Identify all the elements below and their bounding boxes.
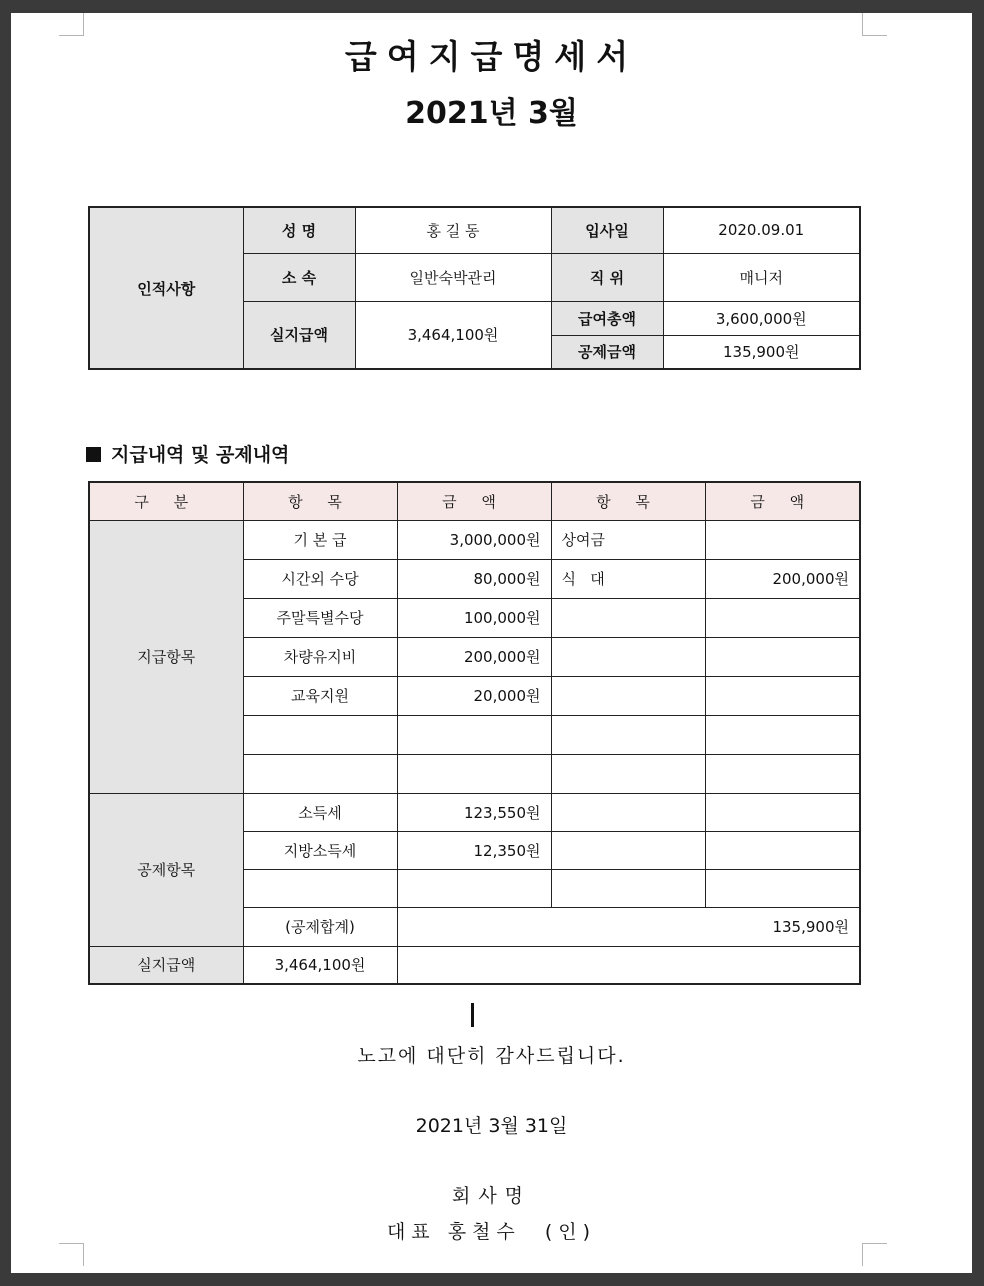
item-name	[551, 598, 705, 637]
item-amount	[705, 598, 860, 637]
item-amount: 200,000원	[705, 559, 860, 598]
item-amount	[705, 831, 860, 869]
header-item: 항 목	[243, 482, 397, 520]
section-title-text: 지급내역 및 공제내역	[111, 444, 290, 466]
payment-category-label: 지급항목	[89, 520, 243, 793]
table-row	[89, 793, 860, 831]
deduction-total-value: 135,900원	[397, 907, 860, 946]
item-amount	[705, 520, 860, 559]
personal-info-label: 인적사항	[89, 207, 243, 369]
item-amount	[397, 869, 551, 907]
empty-cell	[397, 946, 860, 984]
item-name	[551, 869, 705, 907]
gross-pay-value: 3,600,000원	[663, 301, 860, 335]
item-amount: 80,000원	[397, 559, 551, 598]
section-title	[86, 440, 289, 467]
item-amount	[705, 676, 860, 715]
item-name: 상여금	[551, 520, 705, 559]
net-pay-row-label: 실지급액	[89, 946, 243, 984]
item-amount	[397, 715, 551, 754]
net-pay-value: 3,464,100원	[355, 301, 551, 369]
header-category: 구 분	[89, 482, 243, 520]
item-amount: 20,000원	[397, 676, 551, 715]
item-name	[551, 637, 705, 676]
deduction-amount-value: 135,900원	[663, 335, 860, 369]
item-amount	[705, 754, 860, 793]
item-name: 지방소득세	[243, 831, 397, 869]
page-corner-mark	[59, 1243, 84, 1266]
table-row	[89, 520, 860, 559]
header-amount: 금 액	[397, 482, 551, 520]
net-pay-row-value: 3,464,100원	[243, 946, 397, 984]
text-cursor	[471, 1003, 474, 1027]
item-name	[551, 715, 705, 754]
item-amount: 3,000,000원	[397, 520, 551, 559]
deduction-total-label: (공제합계)	[243, 907, 397, 946]
name-label: 성 명	[243, 207, 355, 253]
header-item: 항 목	[551, 482, 705, 520]
personal-info-table	[88, 206, 861, 370]
item-name	[551, 831, 705, 869]
hire-date-label: 입사일	[551, 207, 663, 253]
net-pay-label: 실지급액	[243, 301, 355, 369]
item-name: 주말특별수당	[243, 598, 397, 637]
item-name: 소득세	[243, 793, 397, 831]
department-label: 소 속	[243, 253, 355, 301]
item-amount: 123,550원	[397, 793, 551, 831]
representative-signature: 대표 홍철수 (인)	[386, 1221, 597, 1243]
gross-pay-label: 급여총액	[551, 301, 663, 335]
item-name	[243, 754, 397, 793]
item-name	[551, 676, 705, 715]
item-amount	[397, 754, 551, 793]
header-amount: 금 액	[705, 482, 860, 520]
square-bullet-icon	[86, 447, 101, 462]
document-title: 급여지급명세서	[344, 37, 639, 76]
item-name	[551, 754, 705, 793]
pay-detail-table	[88, 481, 861, 985]
issue-date: 2021년 3월 31일	[415, 1115, 568, 1137]
item-amount	[705, 637, 860, 676]
item-name	[243, 869, 397, 907]
company-name: 회사명	[451, 1185, 532, 1207]
table-row	[89, 946, 860, 984]
item-name: 시간외 수당	[243, 559, 397, 598]
item-name	[551, 793, 705, 831]
item-amount: 200,000원	[397, 637, 551, 676]
position-value: 매니저	[663, 253, 860, 301]
item-amount	[705, 793, 860, 831]
item-name: 교육지원	[243, 676, 397, 715]
page-corner-mark	[862, 1243, 887, 1266]
item-name: 식 대	[551, 559, 705, 598]
name-value: 홍 길 동	[355, 207, 551, 253]
deduction-category-label: 공제항목	[89, 793, 243, 946]
item-amount: 100,000원	[397, 598, 551, 637]
thanks-message: 노고에 대단히 감사드립니다.	[357, 1045, 626, 1067]
item-amount	[705, 869, 860, 907]
item-amount: 12,350원	[397, 831, 551, 869]
item-name: 기 본 급	[243, 520, 397, 559]
item-name	[243, 715, 397, 754]
item-amount	[705, 715, 860, 754]
document-page	[11, 13, 972, 1273]
document-period: 2021년 3월	[405, 96, 578, 131]
department-value: 일반숙박관리	[355, 253, 551, 301]
deduction-amount-label: 공제금액	[551, 335, 663, 369]
hire-date-value: 2020.09.01	[663, 207, 860, 253]
item-name: 차량유지비	[243, 637, 397, 676]
position-label: 직 위	[551, 253, 663, 301]
